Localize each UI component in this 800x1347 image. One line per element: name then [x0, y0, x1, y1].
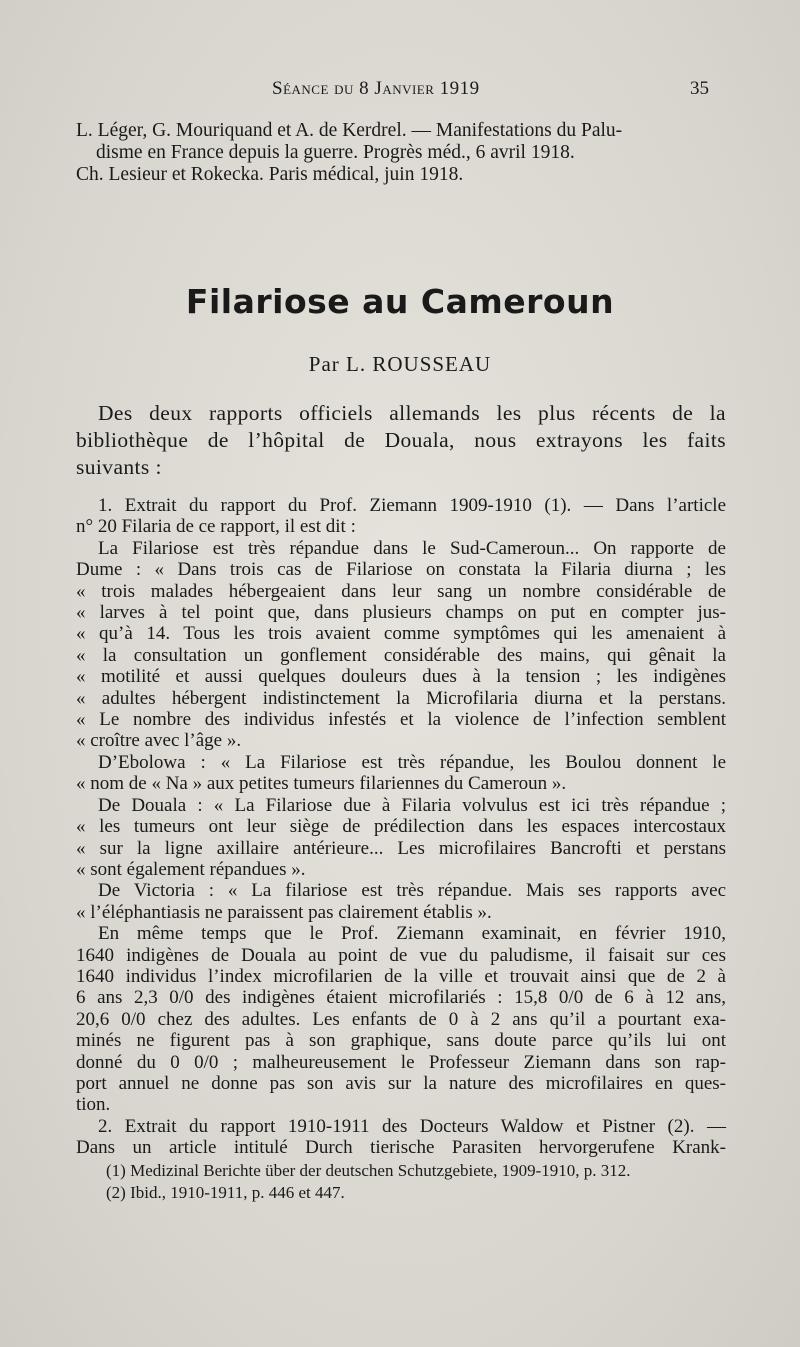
intro-line: suivants : [76, 455, 162, 479]
body-line: « croître avec l’âge ». [76, 730, 242, 752]
running-title: Séance du 8 Janvier 1919 [272, 78, 480, 99]
body-line: « la consultation un gonflement considérable des mains, qui gênait la [76, 644, 726, 666]
running-header [0, 78, 800, 106]
article-byline: Par L. ROUSSEAU [308, 352, 492, 376]
footnote: (2) Ibid., 1910-1911, p. 446 et 447. [106, 1183, 345, 1202]
body-line: port annuel ne donne pas son avis sur la nature des microfilaires en ques- [76, 1072, 726, 1094]
body-line: « larves à tel point que, dans plusieurs champs on put en compter jus- [76, 602, 726, 624]
intro-paragraph [76, 400, 726, 481]
body-line: 20,6 0/0 chez des adultes. Les enfants de 0 à 2 ans qu’il a pourtant exa- [76, 1008, 726, 1030]
page-number: 35 [690, 78, 709, 99]
article-title: Filariose au Cameroun [185, 282, 615, 321]
body-line: « sur la ligne axillaire antérieure... Les microfilaires Bancrofti et perstans [76, 837, 726, 859]
intro-line: Des deux rapports officiels allemands les plus récents de la [98, 401, 726, 425]
body-line: « sont également répandues ». [76, 858, 306, 880]
reference-list [76, 120, 726, 186]
body-line: De Victoria : « La filariose est très répandue. Mais ses rapports avec [98, 880, 726, 902]
body-line: 1640 individus l’index microfilarien de la ville et trouvait ainsi que de 2 à [76, 965, 726, 987]
body-line: De Douala : « La Filariose due à Filaria volvulus est ici très répandue ; [98, 794, 726, 816]
body-line: Dans un article intitulé Durch tierische Parasiten hervorgerufene Krank- [76, 1137, 726, 1159]
reference-line: disme en France depuis la guerre. Progrès méd., 6 avril 1918. [96, 142, 575, 163]
body-line: « les tumeurs ont leur siège de prédilection dans les espaces intercostaux [76, 816, 726, 838]
body-line: tion. [76, 1094, 111, 1116]
body-line: donné du 0 0/0 ; malheureusement le Professeur Ziemann dans son rap- [76, 1051, 726, 1073]
body-line: « motilité et aussi quelques douleurs dues à la tension ; les indigènes [76, 666, 726, 688]
article-body [76, 495, 726, 1159]
body-line: « Le nombre des individus infestés et la violence de l’infection semblent [76, 709, 726, 731]
intro-line: bibliothèque de l’hôpital de Douala, nous extrayons les faits [76, 428, 726, 452]
body-line: minés ne figurent pas à son graphique, sans doute parce qu’ils lui ont [76, 1030, 726, 1052]
body-line: En même temps que le Prof. Ziemann examinait, en février 1910, [98, 923, 726, 945]
body-line: « l’éléphantiasis ne paraissent pas clairement établis ». [76, 901, 492, 923]
body-line: n° 20 Filaria de ce rapport, il est dit : [76, 516, 356, 538]
reference-line: Ch. Lesieur et Rokecka. Paris médical, juin 1918. [76, 164, 464, 185]
footnote: (1) Medizinal Berichte über der deutschen Schutzgebiete, 1909-1910, p. 312. [106, 1161, 631, 1180]
body-line: 6 ans 2,3 0/0 des indigènes étaient microfilariés : 15,8 0/0 de 6 à 12 ans, [76, 987, 726, 1009]
body-line: « qu’à 14. Tous les trois avaient comme symptômes qui les amenaient à [76, 623, 726, 645]
body-line: « adultes hébergent indistinctement la Microfilaria diurna et la perstans. [76, 687, 726, 709]
body-line: La Filariose est très répandue dans le Sud-Cameroun... On rapporte de [98, 537, 726, 559]
body-line: D’Ebolowa : « La Filariose est très répandue, les Boulou donnent le [98, 751, 726, 773]
footnotes [106, 1160, 726, 1204]
reference-line: L. Léger, G. Mouriquand et A. de Kerdrel. — Manifestations du Palu- [76, 120, 623, 141]
body-line: 2. Extrait du rapport 1910-1911 des Docteurs Waldow et Pistner (2). — [98, 1115, 726, 1137]
body-line: « trois malades hébergeaient dans leur sang un nombre considérable de [76, 580, 726, 602]
body-line: Dume : « Dans trois cas de Filariose on constata la Filaria diurna ; les [76, 559, 726, 581]
body-line: 1. Extrait du rapport du Prof. Ziemann 1909-1910 (1). — Dans l’article [98, 495, 726, 516]
body-line: 1640 indigènes de Douala au point de vue du paludisme, il faisait sur ces [76, 944, 726, 966]
body-line: « nom de « Na » aux petites tumeurs filariennes du Cameroun ». [76, 773, 567, 795]
